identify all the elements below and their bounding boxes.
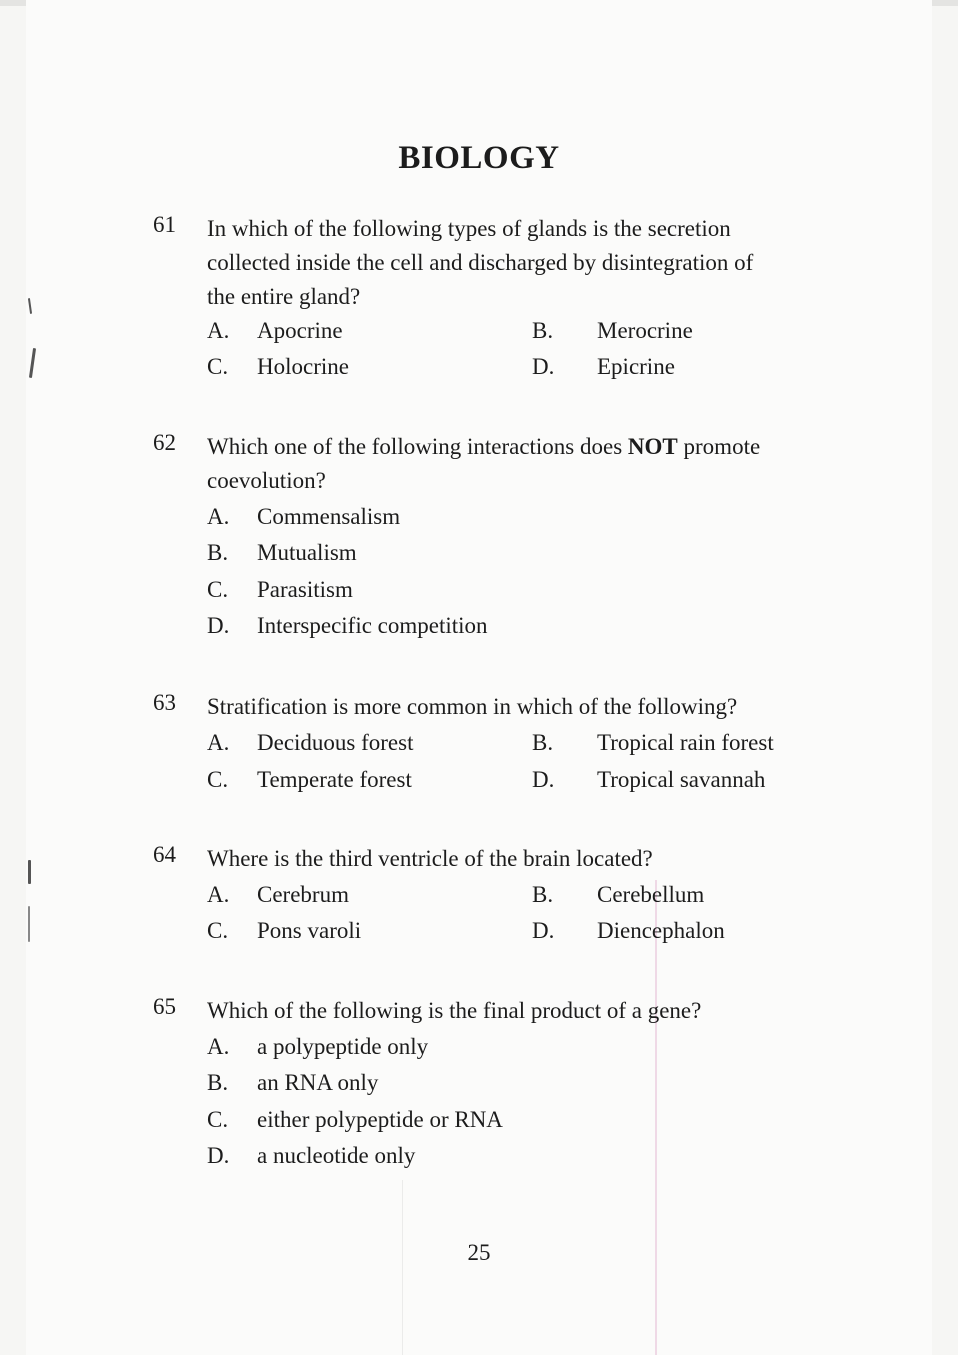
question-text: Which of the following is the final product of a gene? bbox=[207, 998, 702, 1023]
option-text: Apocrine bbox=[257, 318, 343, 343]
question-number: 61 bbox=[153, 212, 176, 237]
option-text: Cerebrum bbox=[257, 882, 349, 907]
option-letter: C. bbox=[207, 918, 229, 943]
option-text: Interspecific competition bbox=[257, 613, 488, 638]
page-crease bbox=[655, 880, 657, 1355]
question-text-line: In which of the following types of glands is the secretion bbox=[207, 216, 731, 241]
option-letter: B. bbox=[532, 882, 554, 907]
option-letter: D. bbox=[532, 354, 555, 379]
option-letter: A. bbox=[207, 730, 230, 755]
option-letter: D. bbox=[532, 918, 555, 943]
exam-page bbox=[26, 0, 932, 1355]
option-letter: A. bbox=[207, 882, 230, 907]
question-text: Stratification is more common in which of the following? bbox=[207, 694, 738, 719]
option-text: Epicrine bbox=[597, 354, 675, 379]
option-letter: C. bbox=[207, 354, 229, 379]
option-text: Parasitism bbox=[257, 577, 353, 602]
option-letter: B. bbox=[532, 318, 554, 343]
option-letter: B. bbox=[207, 1070, 229, 1095]
option-letter: B. bbox=[532, 730, 554, 755]
option-text: either polypeptide or RNA bbox=[257, 1107, 503, 1132]
option-letter: C. bbox=[207, 577, 229, 602]
question-text-part: Which one of the following interactions does bbox=[207, 434, 628, 459]
option-letter: A. bbox=[207, 318, 230, 343]
page-number: 25 bbox=[467, 1240, 491, 1265]
question-emphasis: NOT bbox=[627, 434, 678, 459]
question-text bbox=[207, 430, 817, 498]
question-number: 62 bbox=[153, 430, 176, 455]
option-text: Temperate forest bbox=[257, 767, 412, 792]
section-title: BIOLOGY bbox=[398, 140, 560, 176]
option-letter: C. bbox=[207, 1107, 229, 1132]
option-text: a polypeptide only bbox=[257, 1034, 429, 1059]
question-text-line bbox=[207, 430, 817, 464]
option-text: Mutualism bbox=[257, 540, 357, 565]
option-letter: B. bbox=[207, 540, 229, 565]
question-text-line: coevolution? bbox=[207, 468, 326, 493]
option-text: a nucleotide only bbox=[257, 1143, 416, 1168]
option-text: Merocrine bbox=[597, 318, 693, 343]
option-letter: C. bbox=[207, 767, 229, 792]
question-text bbox=[207, 212, 817, 314]
option-text: Holocrine bbox=[257, 354, 349, 379]
option-text: Pons varoli bbox=[257, 918, 362, 943]
option-letter: D. bbox=[207, 613, 230, 638]
option-text: Diencephalon bbox=[597, 918, 725, 943]
question-text-part: promote bbox=[677, 434, 761, 459]
page-crease-faint bbox=[402, 1180, 403, 1355]
option-letter: D. bbox=[207, 1143, 230, 1168]
question-number: 64 bbox=[153, 842, 176, 867]
option-text: Cerebellum bbox=[597, 882, 705, 907]
margin-mark bbox=[28, 860, 31, 884]
question-text-line: collected inside the cell and discharged by disintegration of bbox=[207, 250, 754, 275]
question-text-line: the entire gland? bbox=[207, 284, 361, 309]
question-number: 65 bbox=[153, 994, 176, 1019]
question-number: 63 bbox=[153, 690, 176, 715]
option-text: an RNA only bbox=[257, 1070, 379, 1095]
option-text: Commensalism bbox=[257, 504, 401, 529]
option-text: Tropical rain forest bbox=[597, 730, 774, 755]
option-text: Deciduous forest bbox=[257, 730, 414, 755]
option-letter: A. bbox=[207, 504, 230, 529]
margin-mark bbox=[28, 906, 30, 942]
question-text: Where is the third ventricle of the brain located? bbox=[207, 846, 653, 871]
option-letter: D. bbox=[532, 767, 555, 792]
option-text: Tropical savannah bbox=[597, 767, 766, 792]
option-letter: A. bbox=[207, 1034, 230, 1059]
